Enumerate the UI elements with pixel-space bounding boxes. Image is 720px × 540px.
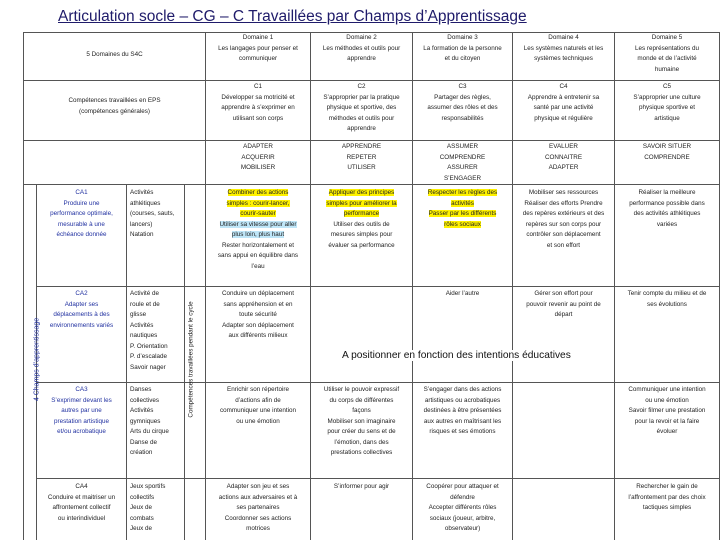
ca1-c1: Combiner des actions simples : courir-lancer, courir-sauter Utiliser sa vitesse pour aller plus loin, plus haut Rester horizontalement et sans appui en équilibre dans l’eau	[217, 189, 299, 270]
domains-label: 5 Domaines du S4C	[86, 51, 143, 58]
ca1-c3: Respecter les règles des activités Passer par les différents rôles sociaux	[427, 189, 498, 228]
ca1-label: CA1 Produire une performance optimale, mesurable à une échéance donnée	[50, 189, 113, 238]
grid-line-v-side	[184, 184, 185, 540]
page-title: Articulation socle – CG – C Travaillées par Champs d’Apprentissage	[58, 8, 527, 25]
ca4-label: CA4 Conduire et maitriser un affrontement collectif ou interindividuel	[47, 483, 116, 522]
grid-line-h2	[23, 140, 720, 141]
ca2-label: CA2 Adapter ses déplacements à des environnements variés	[49, 290, 114, 329]
domain-4: Domaine 4 Les systèmes naturels et les systèmes techniques	[523, 34, 604, 62]
ca4-c2: S’informer pour agir	[333, 483, 390, 490]
competence-c2: C2 S’approprier par la pratique physique et sportive, des méthodes et outils pour apprendre	[323, 83, 400, 132]
grid-line-h5	[36, 382, 720, 383]
ca1-c4: Mobiliser ses ressources Réaliser des efforts Prendre des repères extérieurs et des repères sur son corps pour contrôler son déplacement et son effort	[522, 189, 605, 249]
ca3-c3: S’engager dans des actions artistiques ou acrobatiques destinées à être présentées aux autres en maîtrisant les risques et ses émotions	[423, 386, 502, 435]
intentions-banner: A positionner en fonction des intentions éducatives	[342, 350, 571, 361]
grid-line-h6	[36, 478, 720, 479]
ca3-label: CA3 S’exprimer devant les autres par une prestation artistique et/ou acrobatique	[51, 386, 112, 435]
competence-c4: C4 Apprendre à entretenir sa santé par une activité physique et régulière	[527, 83, 600, 122]
domain-1: Domaine 1 Les langages pour penser et communiquer	[218, 34, 298, 62]
competence-c5: C5 S’approprier une culture physique sportive et artistique	[633, 83, 701, 122]
competence-c1: C1 Développer sa motricité et apprendre à s’exprimer en utilisant son corps	[221, 83, 295, 122]
verbs-c5: SAVOIR SITUER COMPRENDRE	[642, 143, 692, 161]
ca3-activities: Danses collectives Activités gymniques Arts du cirque Danse de création	[130, 386, 169, 456]
ca4-c5: Rechercher le gain de l’affrontement par des choix tactiques simples	[628, 483, 706, 511]
domain-2: Domaine 2 Les méthodes et outils pour apprendre	[322, 34, 401, 62]
ca3-c5: Communiquer une intention ou une émotion Savoir filmer une prestation pour la revoir et la faire évoluer	[628, 386, 706, 435]
domain-5: Domaine 5 Les représentations du monde et de l’activité humaine	[634, 34, 700, 73]
ca1-activities: Activités athlétiques (courses, sauts, lancers) Natation	[130, 189, 175, 238]
ca1-c2: Appliquer des principes simples pour améliorer la performance Utiliser des outils de mesures simples pour évaluer sa performance	[326, 189, 397, 249]
grid-line-h4	[36, 286, 720, 287]
grid-line-h1	[23, 80, 720, 81]
verbs-c2: APPRENDRE REPETER UTILISER	[341, 143, 382, 171]
grid-line-v-act	[126, 184, 127, 540]
verbs-c3: ASSUMER COMPRENDRE ASSURER S’ENGAGER	[439, 143, 486, 182]
ca2-c3: Aider l’autre	[445, 290, 480, 297]
ca3-c2: Utiliser le pouvoir expressif du corps de différentes façons Mobiliser son imaginaire pour créer du sens et de l’émotion, dans des prestations collectives	[323, 386, 400, 456]
ca4-activities: Jeux sportifs collectifs Jeux de combats Jeux de	[130, 483, 166, 532]
ca3-c1: Enrichir son répertoire d’actions afin de communiquer une intention ou une émotion	[220, 386, 296, 425]
ca4-c3: Coopérer pour attaquer et défendre Accepter différents rôles sociaux (joueur, arbitre, observateur)	[426, 483, 499, 532]
ca2-c5: Tenir compte du milieu et de ses évolutions	[627, 290, 707, 308]
champs-side-label: 4 Champs d’apprentissage	[33, 317, 41, 402]
competences-cycle-side-label: Compétences travaillées pendant le cycle	[187, 301, 195, 418]
ca2-activities: Activité de roule et de glisse Activités nautiques P. Orientation P. d’escalade Savoir nager	[130, 290, 168, 371]
domain-3: Domaine 3 La formation de la personne et du citoyen	[423, 34, 502, 62]
ca1-c5: Réaliser la meilleure performance possible dans des activités athlétiques variées	[629, 189, 705, 228]
ca4-c1: Adapter son jeu et ses actions aux adversaires et à ses partenaires Coordonner ses actions motrices	[218, 483, 298, 532]
verbs-c1: ADAPTER ACQUERIR MOBILISER	[240, 143, 276, 171]
verbs-c4: EVALUER CONNAITRE ADAPTER	[544, 143, 583, 171]
competence-c3: C3 Partager des règles, assumer des rôles et des responsabilités	[427, 83, 498, 122]
ca2-c4: Gérer son effort pour pouvoir revenir au point de départ	[526, 290, 601, 318]
ca2-c1: Conduire un déplacement sans appréhension et en toute sécurité Adapter son déplacement aux différents milieux	[221, 290, 295, 339]
competences-label: Compétences travaillées en EPS (compétences générales)	[68, 97, 161, 115]
grid-line-h3	[23, 184, 720, 185]
